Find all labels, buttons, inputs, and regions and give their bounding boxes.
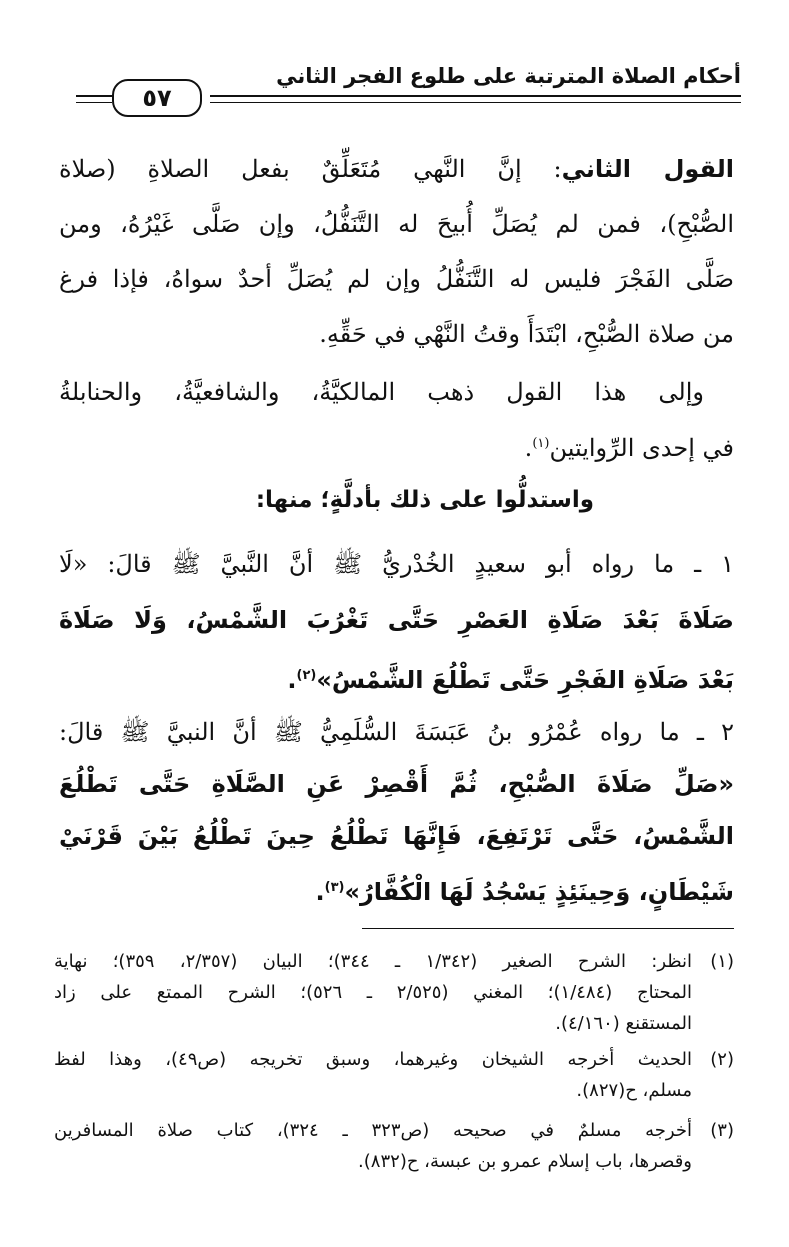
text-line: وقصرها، باب إسلام عمرو بن عبسة، ح(٨٣٢).	[358, 1151, 692, 1172]
evidence-heading: واستدلُّوا على ذلك بأدلَّةٍ؛ منها:	[255, 487, 594, 513]
text-line: المحتاج (١/٤٨٤)؛ المغني (٢/٥٢٥ ـ ٥٢٦)؛ الشرح الممتع على زاد	[54, 982, 692, 1003]
text-line: الصُّبْحِ)، فمن لم يُصَلِّ أُبيحَ له التَّنَفُّلُ، وإن صَلَّى غَيْرُهُ، ومن	[59, 210, 734, 238]
text-line: ١ ـ ما رواه أبو سعيدٍ الخُدْريُّ ﷺ أنَّ النَّبيَّ ﷺ قالَ: «لَا	[59, 550, 734, 578]
evidence-item-2	[59, 706, 734, 918]
footnote-number: (٣)	[710, 1120, 734, 1141]
text-line: مسلم، ح(٨٢٧).	[576, 1080, 692, 1101]
folio-rule	[76, 95, 112, 103]
text-line: الشَّمْسُ، حَتَّى تَرْتَفِعَ، فَإِنَّهَا تَطْلُعُ حِينَ تَطْلُعُ بَيْنَ قَرْنَيْ	[59, 822, 734, 850]
paragraph-schools	[59, 366, 734, 474]
text-line: الحديث أخرجه الشيخان وغيرهما، وسبق تخريجه (ص٤٩)، وهذا لفظ	[54, 1049, 692, 1070]
footnote-3	[54, 1115, 734, 1177]
text-line: المستقنع (٤/١٦٠).	[555, 1013, 692, 1034]
text-line: من صلاة الصُّبْحِ، ابْتَدَأَ وقتُ النَّهْي في حَقِّهِ.	[319, 320, 734, 348]
footnote-ref: (٢)	[296, 668, 317, 683]
footnote-ref: (١)	[532, 436, 550, 451]
text-line: أخرجه مسلمٌ في صحيحه (ص٣٢٣ ـ ٣٢٤)، كتاب صلاة المسافرين	[54, 1120, 692, 1141]
footnote-2	[54, 1044, 734, 1106]
footnote-1	[54, 946, 734, 1039]
text-line: في إحدى الرِّوايتين$^{(١)}$.	[524, 434, 734, 462]
lead-term: القول الثاني	[561, 155, 734, 183]
text-line: صَلَاةَ بَعْدَ صَلَاةِ العَصْرِ حَتَّى تَغْرُبَ الشَّمْسُ، وَلَا صَلَاةَ	[59, 606, 734, 634]
text-line: انظر: الشرح الصغير (١/٣٤٢ ـ ٣٤٤)؛ البيان (٢/٣٥٧، ٣٥٩)؛ نهاية	[54, 951, 693, 972]
evidence-item-1	[59, 536, 734, 708]
footnote-number: (١)	[710, 951, 734, 972]
running-title: أحكام الصلاة المترتبة على طلوع الفجر الثاني	[276, 64, 741, 88]
footnote-separator	[362, 928, 734, 929]
text-line: وإلى هذا القول ذهب المالكيَّةُ، والشافعيَّةُ، والحنابلةُ	[59, 378, 704, 406]
text-line: بَعْدَ صَلَاةِ الفَجْرِ حَتَّى تَطْلُعَ الشَّمْسُ»$^{(٢)}$.	[287, 666, 734, 694]
footnote-number: (٢)	[710, 1049, 734, 1070]
header-rule	[210, 95, 741, 103]
text-line: «صَلِّ صَلَاةَ الصُّبْحِ، ثُمَّ أَقْصِرْ عَنِ الصَّلَاةِ حَتَّى تَطْلُعَ	[59, 770, 734, 798]
footnote-ref: (٣)	[324, 880, 345, 895]
page-number: ٥٧	[112, 79, 202, 117]
paragraph-second-opinion	[59, 142, 734, 362]
text-line: ٢ ـ ما رواه عُمْرُو بنُ عَبَسَةَ السُّلَمِيُّ ﷺ أنَّ النبيَّ ﷺ قالَ:	[59, 718, 734, 746]
text-line: صَلَّى الفَجْرَ فليس له التَّنَفُّلُ وإن لم يُصَلِّ أحدٌ سواهُ، فإذا فرغ	[59, 265, 734, 293]
text-line: القول الثاني: إنَّ النَّهي مُتَعَلِّقٌ بفعل الصلاةِ (صلاة	[59, 155, 734, 183]
text-line: شَيْطَانٍ، وَحِينَئِذٍ يَسْجُدُ لَهَا الْكُفَّارُ»$^{(٣)}$.	[315, 878, 734, 906]
